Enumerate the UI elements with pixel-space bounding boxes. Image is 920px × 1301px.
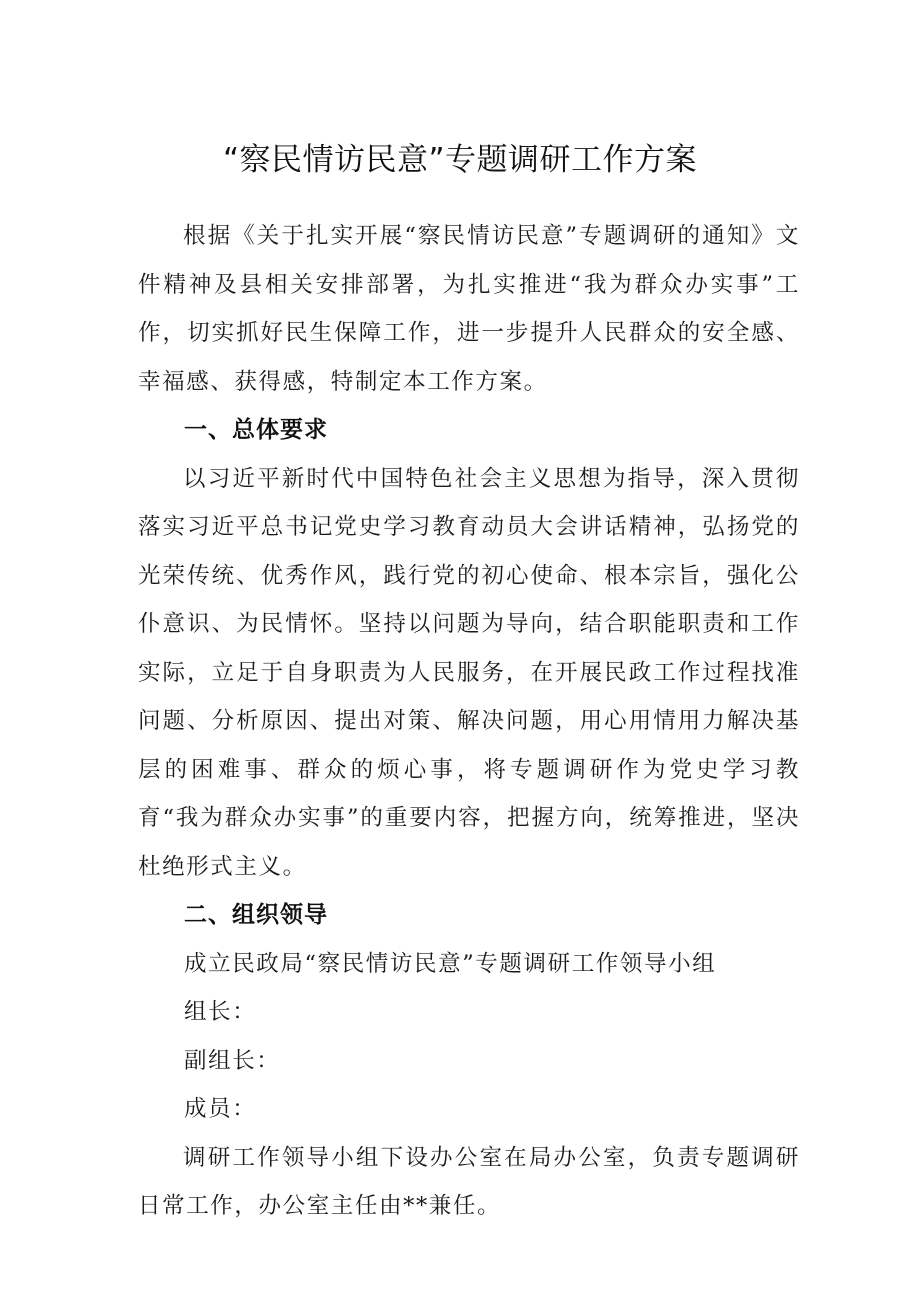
section-heading-organization: 二、组织领导 [184,902,328,928]
section-heading-general-requirements: 一、总体要求 [184,417,328,443]
intro-paragraph: 根据《关于扎实开展“察民情访民意”专题调研的通知》文件精神及县相关安排部署，为扎实推进“我为群众办实事”工作，切实抓好民生保障工作，进一步提升人民群众的安全感、幸福感、获得感，特制定本工作方案。 [138,223,800,395]
office-paragraph: 调研工作领导小组下设办公室在局办公室，负责专题调研日常工作，办公室主任由**兼任。 [138,1144,800,1219]
document-body [138,212,800,1231]
leading-group-line: 成立民政局“察民情访民意”专题调研工作领导小组 [184,950,717,977]
members-line: 成员： [184,1096,257,1122]
group-leader-line: 组长： [184,999,257,1025]
document-title: “察民情访民意”专题调研工作方案 [222,142,698,178]
general-requirements-paragraph: 以习近平新时代中国特色社会主义思想为指导，深入贯彻落实习近平总书记党史学习教育动员大会讲话精神，弘扬党的光荣传统、优秀作风，践行党的初心使命、根本宗旨，强化公仆意识、为民情怀。坚持以问题为导向，结合职能职责和工作实际，立足于自身职责为人民服务，在开展民政工作过程找准问题、分析原因、提出对策、解决问题，用心用情用力解决基层的困难事、群众的烦心事，将专题调研作为党史学习教育“我为群众办实事”的重要内容，把握方向，统筹推进，坚决杜绝形式主义。 [138,465,800,880]
deputy-leader-line: 副组长： [184,1047,281,1074]
